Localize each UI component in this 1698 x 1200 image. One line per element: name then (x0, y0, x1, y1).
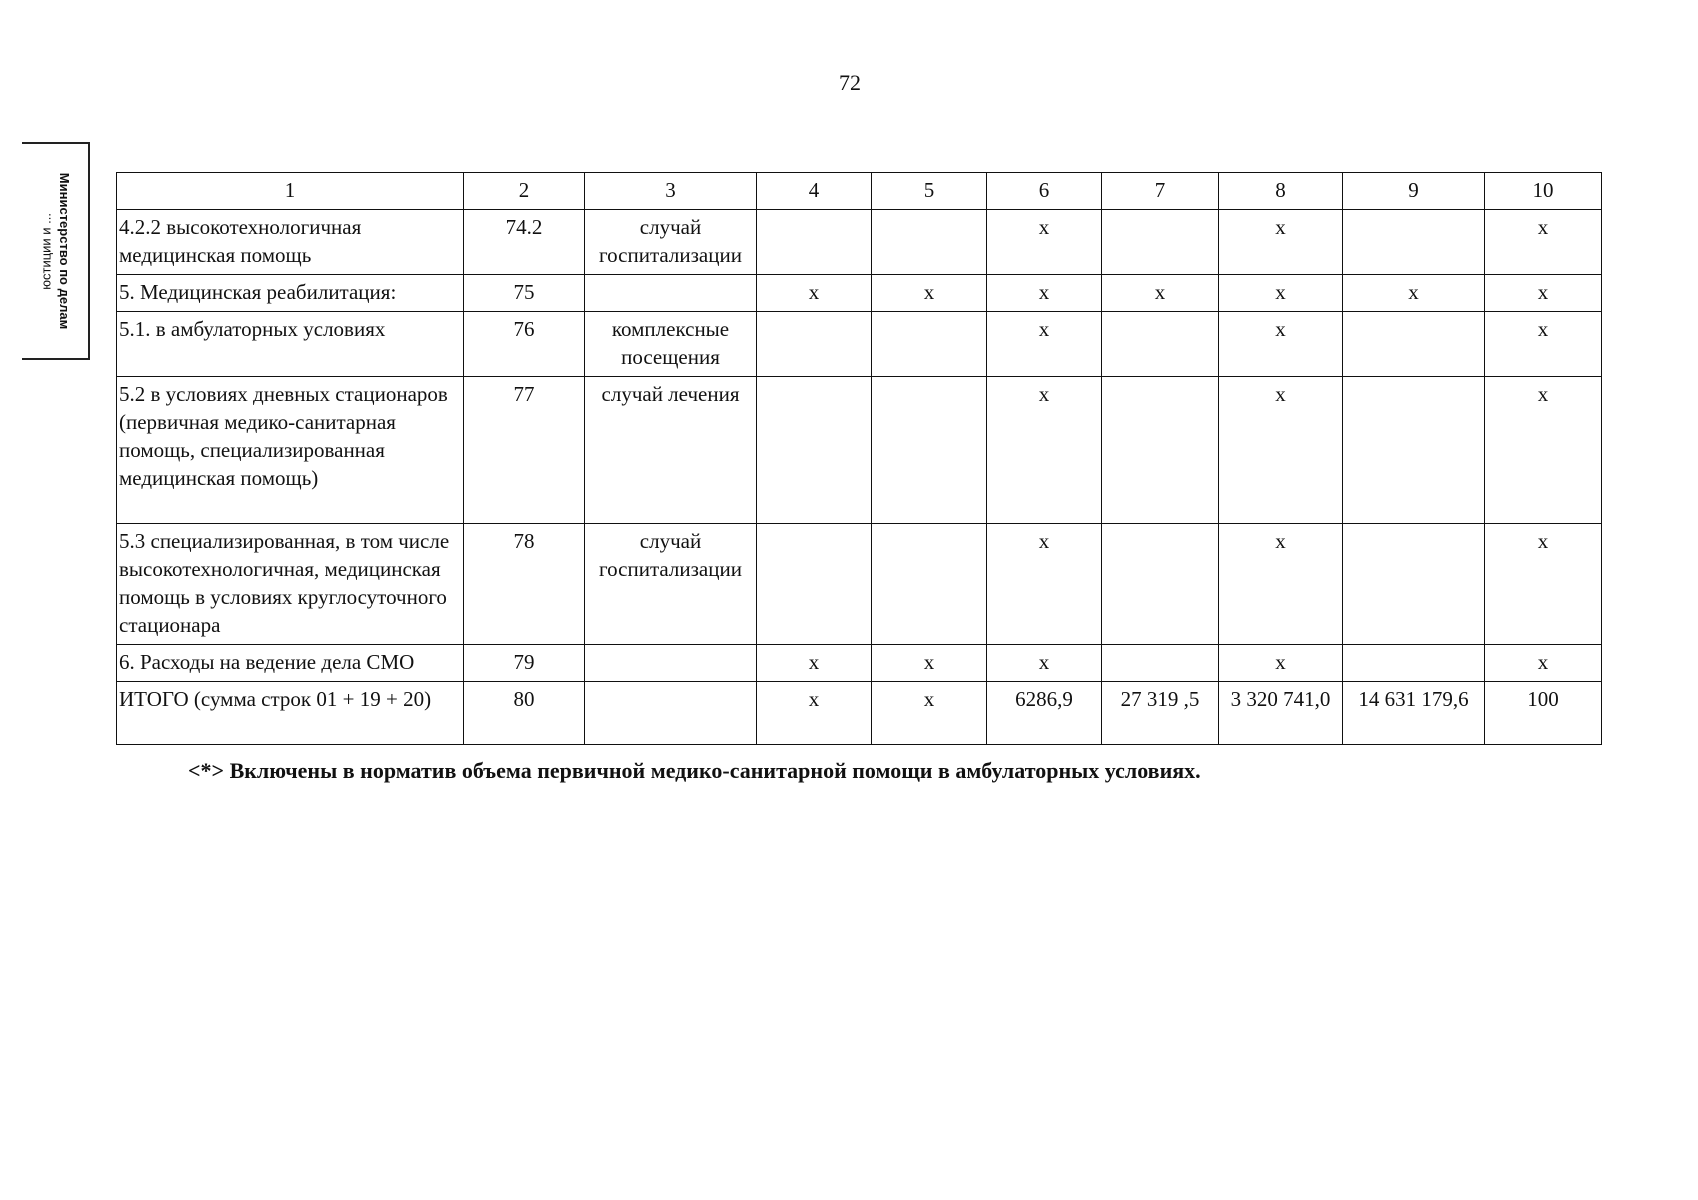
table-cell: х (1219, 275, 1343, 312)
table-cell: комплексные посещения (585, 312, 757, 377)
table-cell (1343, 312, 1485, 377)
table-cell: 74.2 (464, 210, 585, 275)
column-header: 8 (1219, 173, 1343, 210)
table-cell: 76 (464, 312, 585, 377)
row-label: 5.2 в условиях дневных стационаров (первичная медико-санитарная помощь, специализированная медицинская помощь) (117, 377, 464, 524)
table-cell: 78 (464, 524, 585, 645)
table-cell: 6286,9 (987, 682, 1102, 745)
table-cell (1102, 312, 1219, 377)
table-cell: 3 320 741,0 (1219, 682, 1343, 745)
table-cell: х (1219, 377, 1343, 524)
table-cell: х (757, 275, 872, 312)
table-row (117, 275, 1602, 312)
table-cell: 27 319 ,5 (1102, 682, 1219, 745)
table-cell: х (1485, 275, 1602, 312)
table-cell (757, 377, 872, 524)
table-cell: х (987, 645, 1102, 682)
table-cell: х (757, 682, 872, 745)
table-cell (1343, 210, 1485, 275)
table-cell: 77 (464, 377, 585, 524)
table-cell: х (1485, 377, 1602, 524)
table-cell (872, 377, 987, 524)
column-header: 2 (464, 173, 585, 210)
table-cell (872, 524, 987, 645)
column-header: 7 (1102, 173, 1219, 210)
column-header: 6 (987, 173, 1102, 210)
table-cell: х (1485, 524, 1602, 645)
row-label: 4.2.2 высокотехнологичная медицинская помощь (117, 210, 464, 275)
table-row (117, 377, 1602, 524)
table-cell: х (1219, 524, 1343, 645)
table-cell (757, 312, 872, 377)
table-header-row (117, 173, 1602, 210)
table-cell: случай госпитализации (585, 524, 757, 645)
stamp-line-2: юстиции и ... (38, 212, 54, 290)
table-cell: х (1485, 645, 1602, 682)
footnote: <*> Включены в норматив объема первичной медико-санитарной помощи в амбулаторных условиях. (188, 758, 1201, 783)
table-cell: х (872, 275, 987, 312)
table-cell: х (1343, 275, 1485, 312)
table-cell: 75 (464, 275, 585, 312)
table-cell (1102, 645, 1219, 682)
row-label: ИТОГО (сумма строк 01 + 19 + 20) (117, 682, 464, 745)
row-label: 5.1. в амбулаторных условиях (117, 312, 464, 377)
table-cell: х (1485, 312, 1602, 377)
table-cell: х (987, 524, 1102, 645)
table-cell: х (757, 645, 872, 682)
table-cell: х (1219, 645, 1343, 682)
table-row (117, 524, 1602, 645)
table-cell (872, 312, 987, 377)
row-label: 5. Медицинская реабилитация: (117, 275, 464, 312)
column-header: 10 (1485, 173, 1602, 210)
table-cell (1102, 210, 1219, 275)
column-header: 5 (872, 173, 987, 210)
table-cell (1343, 377, 1485, 524)
table-cell (585, 275, 757, 312)
column-header: 3 (585, 173, 757, 210)
table-cell: х (872, 645, 987, 682)
table-cell (757, 524, 872, 645)
table-cell: 80 (464, 682, 585, 745)
table-row (117, 312, 1602, 377)
table-cell (1343, 524, 1485, 645)
table-cell (872, 210, 987, 275)
column-header: 1 (117, 173, 464, 210)
table-cell: 79 (464, 645, 585, 682)
registration-stamp (22, 142, 90, 360)
table-cell (1102, 524, 1219, 645)
table-cell: случай госпитализации (585, 210, 757, 275)
stamp-line-1: Министерство по делам (56, 172, 72, 330)
table-cell (585, 645, 757, 682)
table-cell: х (987, 210, 1102, 275)
table-cell (585, 682, 757, 745)
table-cell: х (872, 682, 987, 745)
table-row (117, 645, 1602, 682)
table-cell: х (987, 275, 1102, 312)
page-number: 72 (839, 70, 861, 95)
row-label: 6. Расходы на ведение дела СМО (117, 645, 464, 682)
table-cell: случай лечения (585, 377, 757, 524)
table-row (117, 210, 1602, 275)
row-label: 5.3 специализированная, в том числе высокотехнологичная, медицинская помощь в условиях круглосуточного стационара (117, 524, 464, 645)
table-cell (1343, 645, 1485, 682)
table-cell: х (1485, 210, 1602, 275)
table-cell (757, 210, 872, 275)
table-cell: х (1219, 312, 1343, 377)
table-cell: х (1102, 275, 1219, 312)
table-cell: 100 (1485, 682, 1602, 745)
table-cell: х (987, 312, 1102, 377)
table-cell (1102, 377, 1219, 524)
table-cell: 14 631 179,6 (1343, 682, 1485, 745)
table-cell: х (987, 377, 1102, 524)
table-row-total (117, 682, 1602, 745)
column-header: 4 (757, 173, 872, 210)
column-header: 9 (1343, 173, 1485, 210)
data-table (116, 172, 1602, 745)
table-cell: х (1219, 210, 1343, 275)
